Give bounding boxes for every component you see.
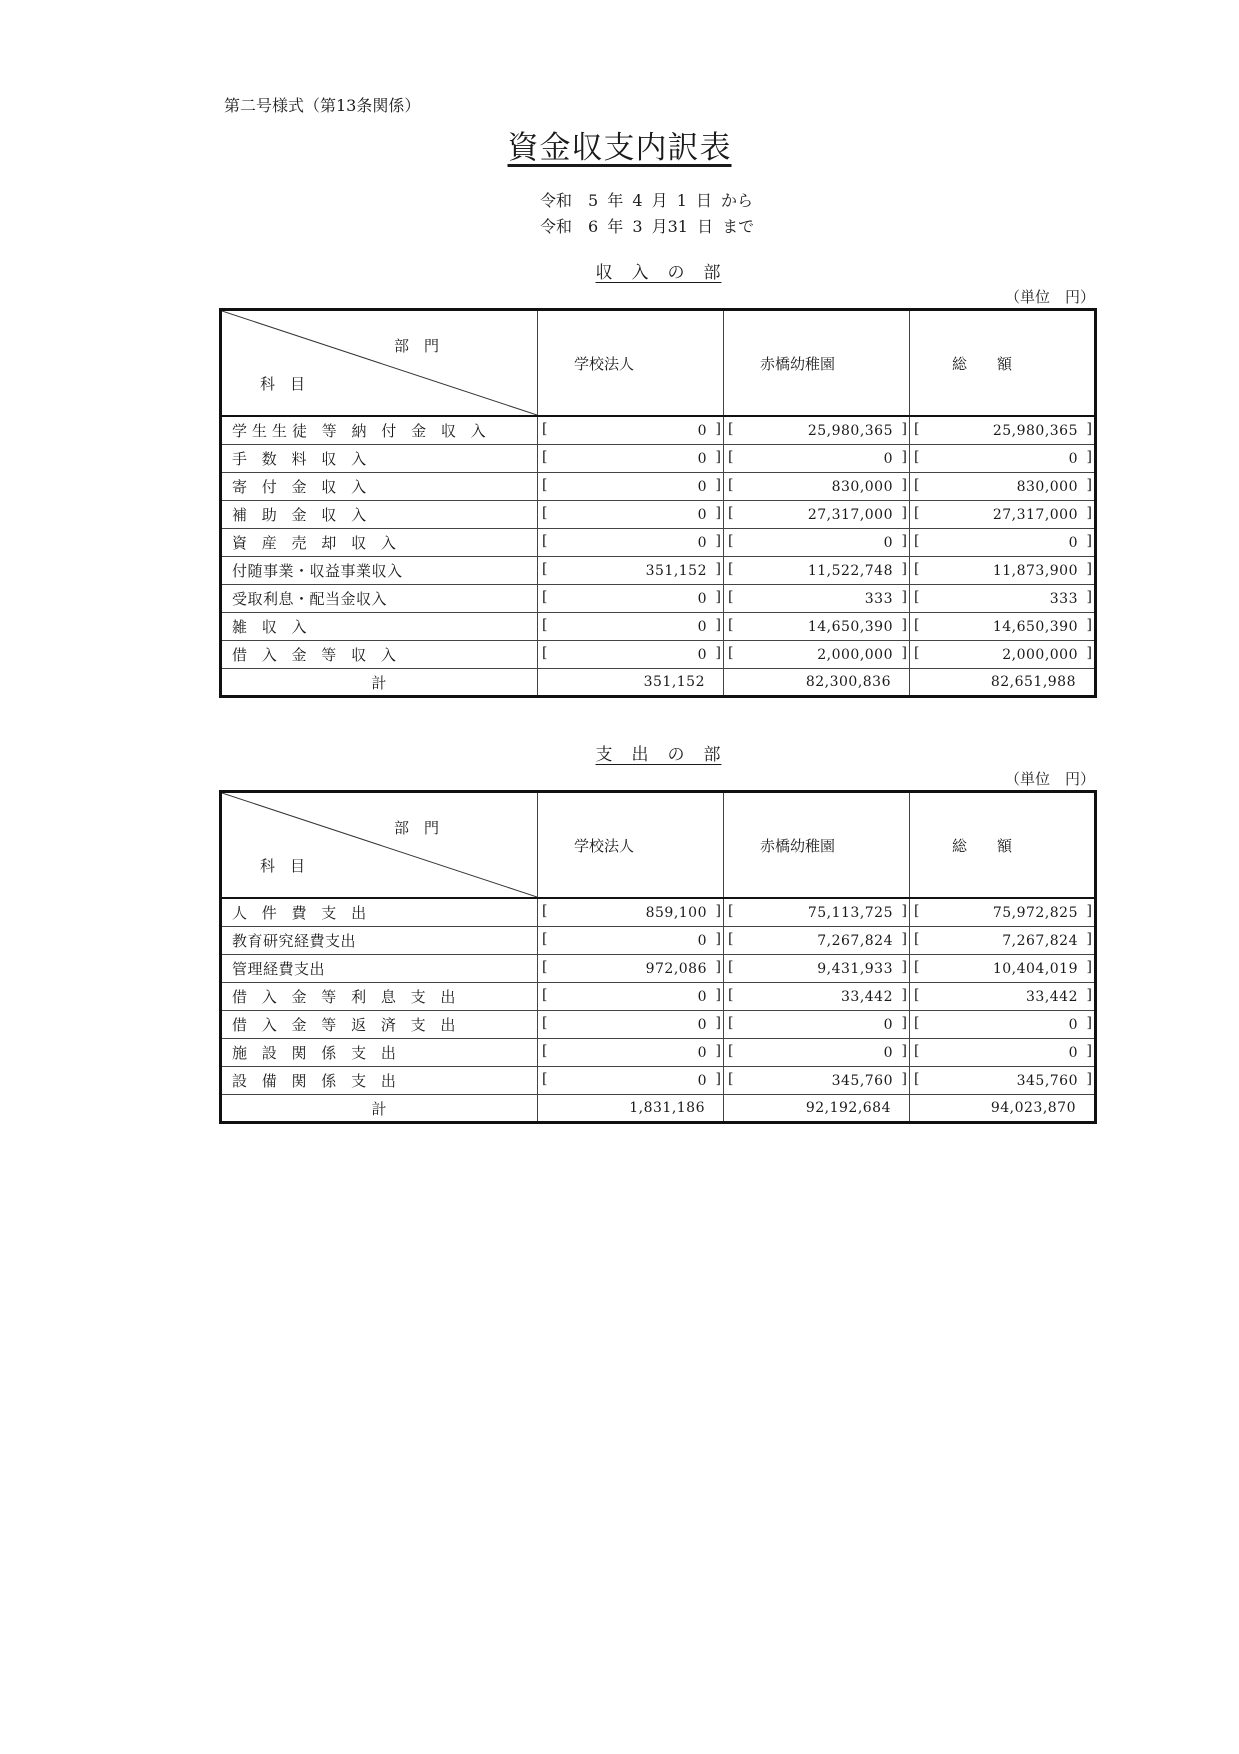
amount-cell: [ 0 ] (538, 1067, 724, 1095)
amount-cell: [ 0 ] (724, 445, 910, 473)
amount-value: 859,100 (645, 904, 707, 921)
amount-value: 0 (1068, 534, 1078, 551)
amount-value: 7,267,824 (1002, 932, 1078, 949)
amount-cell: [ 0 ] (910, 445, 1096, 473)
income-header-row (221, 310, 1096, 417)
row-subject-label: 学生生徒 等 納 付 金 収 入 (221, 416, 538, 445)
amount-cell: [ 33,442 ] (724, 983, 910, 1011)
amount-cell: [ 25,980,365 ] (724, 416, 910, 445)
amount-value: 9,431,933 (817, 960, 893, 977)
total-label: 計 (221, 1095, 538, 1123)
dept-label: 部 門 (394, 819, 440, 837)
amount-cell: [ 0 ] (538, 473, 724, 501)
row-subject-label: 設 備 関 係 支 出 (221, 1067, 538, 1095)
amount-value: 0 (1068, 450, 1078, 467)
amount-cell: [ 0 ] (538, 641, 724, 669)
col-header-total: 総 額 (910, 792, 1096, 899)
amount-cell: [ 0 ] (538, 501, 724, 529)
amount-value: 75,113,725 (807, 904, 893, 921)
row-subject-label: 手 数 料 収 入 (221, 445, 538, 473)
amount-value: 333 (864, 590, 893, 607)
amount-cell: [ 345,760 ] (724, 1067, 910, 1095)
amount-cell: [ 9,431,933 ] (724, 955, 910, 983)
dept-label: 部 門 (394, 337, 440, 355)
amount-cell: [ 75,113,725 ] (724, 898, 910, 927)
total-amount: 82,300,836 (724, 669, 910, 697)
amount-cell: [ 27,317,000 ] (724, 501, 910, 529)
amount-cell: [ 27,317,000 ] (910, 501, 1096, 529)
amount-cell: [ 830,000 ] (724, 473, 910, 501)
amount-value: 33,442 (1026, 988, 1078, 1005)
table-row (221, 1039, 1096, 1067)
amount-cell: [ 11,873,900 ] (910, 557, 1096, 585)
amount-value: 0 (883, 1044, 893, 1061)
row-subject-label: 教育研究経費支出 (221, 927, 538, 955)
col-header-kindergarten: 赤橋幼稚園 (724, 310, 910, 417)
table-row (221, 501, 1096, 529)
table-row (221, 983, 1096, 1011)
amount-value: 0 (697, 932, 707, 949)
amount-value: 0 (697, 618, 707, 635)
table-row (221, 927, 1096, 955)
table-row (221, 641, 1096, 669)
income-unit-label: （単位 円） (1004, 288, 1095, 306)
amount-value: 75,972,825 (992, 904, 1078, 921)
amount-cell: [ 0 ] (538, 585, 724, 613)
col-header-kindergarten: 赤橋幼稚園 (724, 792, 910, 899)
row-subject-label: 借 入 金 等 利 息 支 出 (221, 983, 538, 1011)
expense-unit-label: （単位 円） (1004, 770, 1095, 788)
row-subject-label: 雑 収 入 (221, 613, 538, 641)
amount-value: 0 (883, 450, 893, 467)
amount-value: 25,980,365 (992, 422, 1078, 439)
row-subject-label: 資 産 売 却 収 入 (221, 529, 538, 557)
amount-cell: [ 0 ] (538, 613, 724, 641)
amount-value: 14,650,390 (992, 618, 1078, 635)
amount-cell: [ 0 ] (910, 529, 1096, 557)
row-subject-label: 寄 付 金 収 入 (221, 473, 538, 501)
amount-cell: [ 859,100 ] (538, 898, 724, 927)
amount-cell: [ 14,650,390 ] (910, 613, 1096, 641)
amount-cell: [ 0 ] (724, 529, 910, 557)
total-amount: 94,023,870 (910, 1095, 1096, 1123)
income-section-title: 収 入 の 部 (595, 263, 722, 283)
total-row (221, 1095, 1096, 1123)
row-subject-label: 施 設 関 係 支 出 (221, 1039, 538, 1067)
total-label: 計 (221, 669, 538, 697)
amount-value: 33,442 (841, 988, 893, 1005)
table-row (221, 416, 1096, 445)
amount-cell: [ 33,442 ] (910, 983, 1096, 1011)
amount-value: 0 (697, 1072, 707, 1089)
amount-cell: [ 0 ] (538, 983, 724, 1011)
amount-value: 11,522,748 (807, 562, 893, 579)
amount-value: 0 (1068, 1044, 1078, 1061)
amount-value: 0 (697, 422, 707, 439)
amount-value: 25,980,365 (807, 422, 893, 439)
amount-cell: [ 0 ] (538, 1039, 724, 1067)
expense-diagonal-header (221, 792, 538, 899)
amount-value: 27,317,000 (992, 506, 1078, 523)
amount-value: 2,000,000 (1002, 646, 1078, 663)
amount-value: 972,086 (645, 960, 707, 977)
form-label: 第二号様式（第13条関係） (224, 96, 421, 115)
amount-cell: [ 345,760 ] (910, 1067, 1096, 1095)
col-header-school-corp: 学校法人 (538, 792, 724, 899)
expense-table (219, 790, 1097, 1124)
amount-cell: [ 351,152 ] (538, 557, 724, 585)
row-subject-label: 補 助 金 収 入 (221, 501, 538, 529)
amount-value: 0 (697, 506, 707, 523)
amount-value: 0 (697, 478, 707, 495)
amount-value: 0 (697, 590, 707, 607)
expense-header-row (221, 792, 1096, 899)
amount-cell: [ 0 ] (910, 1011, 1096, 1039)
total-amount: 1,831,186 (538, 1095, 724, 1123)
row-subject-label: 付随事業・収益事業収入 (221, 557, 538, 585)
amount-cell: [ 0 ] (538, 445, 724, 473)
amount-cell: [ 2,000,000 ] (910, 641, 1096, 669)
income-table (219, 308, 1097, 698)
amount-value: 830,000 (831, 478, 893, 495)
amount-value: 0 (697, 646, 707, 663)
amount-value: 0 (883, 534, 893, 551)
amount-value: 830,000 (1016, 478, 1078, 495)
table-row (221, 898, 1096, 927)
table-row (221, 445, 1096, 473)
amount-value: 0 (883, 1016, 893, 1033)
total-amount: 92,192,684 (724, 1095, 910, 1123)
amount-value: 351,152 (645, 562, 707, 579)
table-row (221, 613, 1096, 641)
amount-value: 27,317,000 (807, 506, 893, 523)
row-subject-label: 受取利息・配当金収入 (221, 585, 538, 613)
period-to: 令和 6 年 3 月31 日 まで (540, 217, 755, 236)
amount-cell: [ 14,650,390 ] (724, 613, 910, 641)
col-header-total: 総 額 (910, 310, 1096, 417)
amount-cell: [ 75,972,825 ] (910, 898, 1096, 927)
income-diagonal-header (221, 310, 538, 417)
amount-cell: [ 2,000,000 ] (724, 641, 910, 669)
table-row (221, 955, 1096, 983)
amount-cell: [ 333 ] (910, 585, 1096, 613)
table-row (221, 1067, 1096, 1095)
row-subject-label: 借 入 金 等 返 済 支 出 (221, 1011, 538, 1039)
expense-section-title: 支 出 の 部 (595, 745, 722, 765)
amount-cell: [ 10,404,019 ] (910, 955, 1096, 983)
row-subject-label: 借 入 金 等 収 入 (221, 641, 538, 669)
amount-cell: [ 25,980,365 ] (910, 416, 1096, 445)
amount-cell: [ 333 ] (724, 585, 910, 613)
amount-cell: [ 0 ] (538, 416, 724, 445)
table-row (221, 1011, 1096, 1039)
amount-value: 0 (1068, 1016, 1078, 1033)
table-row (221, 473, 1096, 501)
amount-cell: [ 7,267,824 ] (724, 927, 910, 955)
total-row (221, 669, 1096, 697)
amount-cell: [ 0 ] (724, 1039, 910, 1067)
table-row (221, 529, 1096, 557)
table-row (221, 585, 1096, 613)
amount-value: 14,650,390 (807, 618, 893, 635)
amount-cell: [ 0 ] (910, 1039, 1096, 1067)
amount-cell: [ 11,522,748 ] (724, 557, 910, 585)
amount-value: 0 (697, 450, 707, 467)
amount-value: 333 (1049, 590, 1078, 607)
total-amount: 351,152 (538, 669, 724, 697)
amount-value: 345,760 (831, 1072, 893, 1089)
document-title: 資金収支内訳表 (507, 130, 732, 166)
amount-value: 10,404,019 (992, 960, 1078, 977)
amount-cell: [ 0 ] (538, 529, 724, 557)
amount-cell: [ 972,086 ] (538, 955, 724, 983)
subject-label: 科 目 (260, 375, 306, 393)
period-from: 令和 5 年 4 月 1 日 から (540, 191, 754, 210)
amount-cell: [ 0 ] (538, 1011, 724, 1039)
amount-value: 11,873,900 (992, 562, 1078, 579)
row-subject-label: 人 件 費 支 出 (221, 898, 538, 927)
amount-cell: [ 7,267,824 ] (910, 927, 1096, 955)
amount-value: 7,267,824 (817, 932, 893, 949)
row-subject-label: 管理経費支出 (221, 955, 538, 983)
total-amount: 82,651,988 (910, 669, 1096, 697)
subject-label: 科 目 (260, 857, 306, 875)
amount-cell: [ 0 ] (538, 927, 724, 955)
amount-value: 0 (697, 988, 707, 1005)
table-row (221, 557, 1096, 585)
amount-cell: [ 0 ] (724, 1011, 910, 1039)
amount-value: 0 (697, 1044, 707, 1061)
amount-value: 0 (697, 1016, 707, 1033)
amount-value: 2,000,000 (817, 646, 893, 663)
amount-cell: [ 830,000 ] (910, 473, 1096, 501)
col-header-school-corp: 学校法人 (538, 310, 724, 417)
amount-value: 345,760 (1016, 1072, 1078, 1089)
amount-value: 0 (697, 534, 707, 551)
